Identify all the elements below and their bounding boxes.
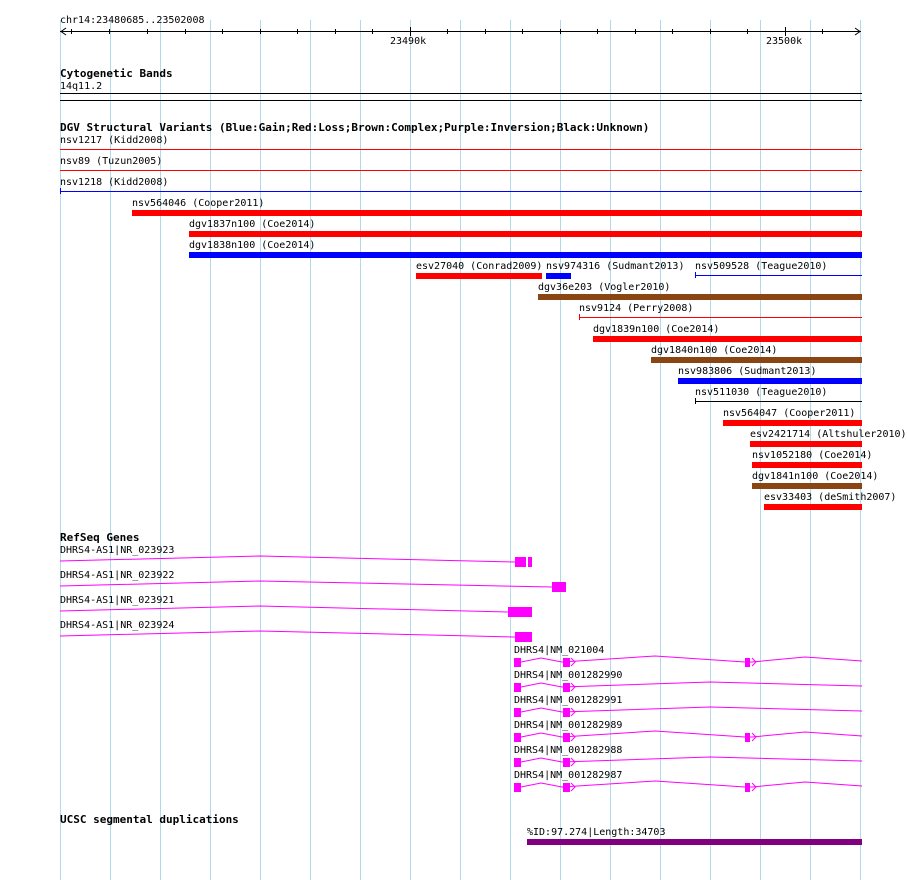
exon bbox=[514, 658, 521, 667]
variant-label[interactable]: nsv89 (Tuzun2005) bbox=[60, 156, 163, 167]
cytoband-label: 14q11.2 bbox=[60, 81, 103, 92]
exon bbox=[563, 783, 570, 792]
exon bbox=[563, 758, 570, 767]
transcript-label[interactable]: DHRS4-AS1|NR_023923 bbox=[60, 545, 175, 556]
exon bbox=[515, 632, 532, 642]
variant-label[interactable]: nsv511030 (Teague2010) bbox=[695, 387, 828, 398]
variant-label[interactable]: nsv1218 (Kidd2008) bbox=[60, 177, 169, 188]
exon bbox=[552, 582, 566, 592]
exon bbox=[745, 658, 750, 667]
variant-label[interactable]: esv33403 (deSmith2007) bbox=[764, 492, 897, 503]
variant-label[interactable]: nsv1052180 (Coe2014) bbox=[752, 450, 873, 461]
track-title-cytobands: Cytogenetic Bands bbox=[60, 67, 173, 80]
variant-label[interactable]: nsv509528 (Teague2010) bbox=[695, 261, 828, 272]
intron-line bbox=[60, 581, 552, 587]
variant-label[interactable]: dgv1839n100 (Coe2014) bbox=[593, 324, 720, 335]
variant-label[interactable]: dgv1840n100 (Coe2014) bbox=[651, 345, 778, 356]
ruler-tick-label: 23490k bbox=[390, 36, 427, 47]
exon bbox=[514, 758, 521, 767]
transcript-label[interactable]: DHRS4|NM_001282991 bbox=[514, 695, 623, 706]
exon bbox=[515, 557, 526, 567]
ruler-region: chr14:23480685..23502008 bbox=[60, 15, 205, 26]
exon bbox=[508, 607, 532, 617]
segdup-label[interactable]: %ID:97.274|Length:34703 bbox=[527, 827, 666, 838]
transcript-label[interactable]: DHRS4|NM_001282989 bbox=[514, 720, 623, 731]
variant-label[interactable]: nsv974316 (Sudmant2013) bbox=[546, 261, 685, 272]
variant-label[interactable]: esv27040 (Conrad2009) bbox=[416, 261, 543, 272]
exon bbox=[745, 783, 750, 792]
variant-label[interactable]: dgv1841n100 (Coe2014) bbox=[752, 471, 879, 482]
variant-label[interactable]: nsv983806 (Sudmant2013) bbox=[678, 366, 817, 377]
intron-line bbox=[60, 631, 515, 637]
transcript-label[interactable]: DHRS4|NM_001282990 bbox=[514, 670, 623, 681]
ruler-tick-label: 23500k bbox=[766, 36, 803, 47]
intron-line bbox=[60, 606, 508, 612]
exon bbox=[514, 783, 521, 792]
exon bbox=[563, 733, 570, 742]
variant-label[interactable]: nsv564046 (Cooper2011) bbox=[132, 198, 265, 209]
variant-label[interactable]: nsv1217 (Kidd2008) bbox=[60, 135, 169, 146]
exon bbox=[563, 658, 570, 667]
variant-label[interactable]: dgv1837n100 (Coe2014) bbox=[189, 219, 316, 230]
exon bbox=[745, 733, 750, 742]
transcript-label[interactable]: DHRS4-AS1|NR_023922 bbox=[60, 570, 175, 581]
transcript-label[interactable]: DHRS4-AS1|NR_023921 bbox=[60, 595, 175, 606]
exon bbox=[514, 683, 521, 692]
exon bbox=[563, 708, 570, 717]
intron-line bbox=[60, 556, 515, 562]
variant-label[interactable]: dgv1838n100 (Coe2014) bbox=[189, 240, 316, 251]
variant-label[interactable]: dgv36e203 (Vogler2010) bbox=[538, 282, 671, 293]
segdup-bar[interactable] bbox=[527, 839, 862, 845]
variant-label[interactable]: nsv9124 (Perry2008) bbox=[579, 303, 694, 314]
transcript-label[interactable]: DHRS4|NM_021004 bbox=[514, 645, 605, 656]
variant-label[interactable]: esv2421714 (Altshuler2010) bbox=[750, 429, 907, 440]
track-title-dgv: DGV Structural Variants (Blue:Gain;Red:Loss;Brown:Complex;Purple:Inversion;Black:Unknown) bbox=[60, 121, 650, 134]
track-title-segdups: UCSC segmental duplications bbox=[60, 813, 239, 826]
transcript-label[interactable]: DHRS4|NM_001282987 bbox=[514, 770, 623, 781]
variant-label[interactable]: nsv564047 (Cooper2011) bbox=[723, 408, 856, 419]
exon bbox=[514, 733, 521, 742]
exon bbox=[563, 683, 570, 692]
transcript-label[interactable]: DHRS4|NM_001282988 bbox=[514, 745, 623, 756]
exon bbox=[528, 557, 532, 567]
track-title-refseq: RefSeq Genes bbox=[60, 531, 140, 544]
exon bbox=[514, 708, 521, 717]
transcript-label[interactable]: DHRS4-AS1|NR_023924 bbox=[60, 620, 175, 631]
